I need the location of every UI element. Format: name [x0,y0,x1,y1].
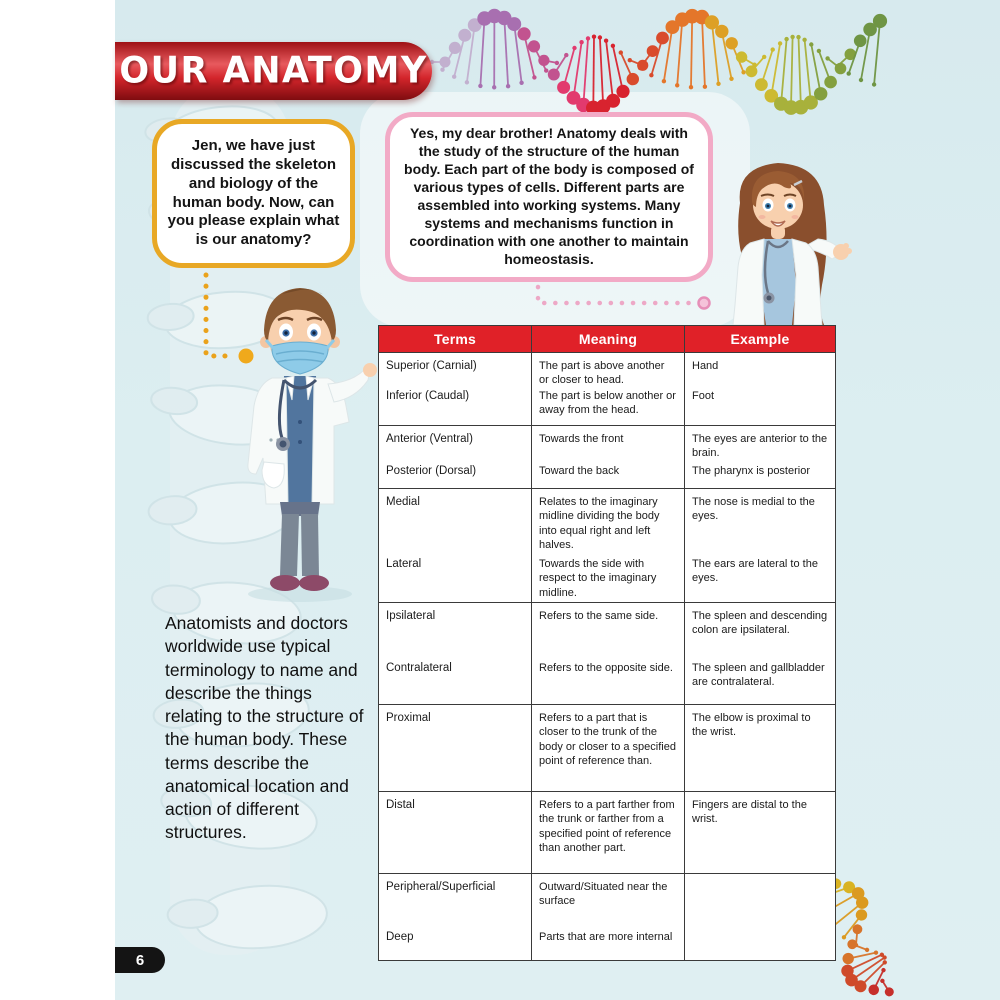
term-text: Inferior (Caudal) [386,390,470,402]
meaning-text: The part is below another or away from the head. [539,390,676,417]
example-text: Fingers are distal to the wrist. [692,799,807,826]
term-text: Deep [386,931,414,943]
example-text: Hand [692,360,719,372]
table-cell-term [379,705,531,791]
table-cell-meaning [531,874,684,960]
table-row [379,873,835,960]
question-speech-bubble [152,119,355,268]
term-text: Lateral [386,558,422,570]
meaning-text: Outward/Situated near the surface [539,881,668,908]
title-banner [115,42,432,100]
meaning-text: Refers to a part farther from the trunk or farther from a specified point of reference than another part. [539,799,675,854]
term-text: Superior (Carnial) [386,360,477,372]
example-text: The pharynx is posterior [692,465,810,477]
meaning-text: Refers to the same side. [539,610,659,622]
table-cell-example [684,874,835,960]
table-cell-meaning [531,792,684,873]
term-text: Ipsilateral [386,610,436,622]
table-row [379,602,835,704]
table-header-example: Example [684,326,835,352]
meaning-text: Toward the back [539,465,620,477]
term-text: Peripheral/Superficial [386,881,496,893]
table-cell-meaning [531,705,684,791]
table-cell-example [684,489,835,602]
table-cell-term [379,603,531,704]
answer-speech-bubble [385,112,713,282]
intro-paragraph: Anatomists and doctors worldwide use typical terminology to name and describe the things relating to the structure of the human body. These terms describe the anatomical location and action of different structures. [165,613,364,843]
table-cell-term [379,792,531,873]
term-text: Contralateral [386,662,452,674]
table-header-meaning: Meaning [531,326,684,352]
meaning-text: Parts that are more internal [539,931,673,943]
table-header-row [379,326,835,352]
term-text: Medial [386,496,420,508]
table-row [379,791,835,873]
meaning-text: Towards the side with respect to the imaginary midline. [539,558,657,599]
page-title: OUR ANATOMY [119,50,428,92]
example-text: The eyes are anterior to the brain. [692,433,828,460]
table-cell-term [379,874,531,960]
table-body [379,352,835,960]
page-number: 6 [135,951,145,969]
table-cell-meaning [531,353,684,425]
example-text: The ears are lateral to the eyes. [692,558,818,585]
term-text: Distal [386,799,415,811]
meaning-text: Refers to the opposite side. [539,662,673,674]
example-text: Foot [692,390,715,402]
table-cell-meaning [531,489,684,602]
meaning-text: Towards the front [539,433,624,445]
table-row [379,425,835,488]
term-text: Anterior (Ventral) [386,433,473,445]
example-text: The elbow is proximal to the wrist. [692,712,811,739]
table-cell-example [684,353,835,425]
term-text: Posterior (Dorsal) [386,465,477,477]
meaning-text: Refers to a part that is closer to the trunk of the body or closer to a specified point of reference than. [539,712,676,767]
example-text: The spleen and descending colon are ipsilateral. [692,610,828,637]
term-text: Proximal [386,712,431,724]
table-row [379,488,835,602]
table-cell-example [684,705,835,791]
table-header-terms: Terms [434,331,476,347]
girl-doctor-character [706,155,858,327]
table-cell-example [684,426,835,488]
question-text: Jen, we have just discussed the skeleton and biology of the human body. Now, can you please explain what is our anatomy? [167,137,340,248]
table-cell-meaning [531,603,684,704]
example-text: The spleen and gallbladder are contralateral. [692,662,825,689]
example-text [692,880,828,930]
page-number-pill [115,947,165,973]
boy-doctor-character [222,272,377,607]
table-cell-term [379,426,531,488]
table-row [379,352,835,425]
answer-text: Yes, my dear brother! Anatomy deals with the study of the structure of the human body. Each part of the body is composed of various types of cells. Different parts are assembled into working systems. Many systems and mechanisms function in coordination with one another to maintain homeostasis. [404,125,694,267]
table-row [379,704,835,791]
table-cell-example [684,792,835,873]
table-cell-term [379,489,531,602]
example-text: The nose is medial to the eyes. [692,496,815,523]
table-cell-term [379,353,531,425]
meaning-text: Relates to the imaginary midline dividing the body into equal right and left halves. [539,496,660,551]
table-cell-example [684,603,835,704]
meaning-text: The part is above another or closer to head. [539,360,665,387]
table-cell-meaning [531,426,684,488]
terms-table [378,325,836,961]
